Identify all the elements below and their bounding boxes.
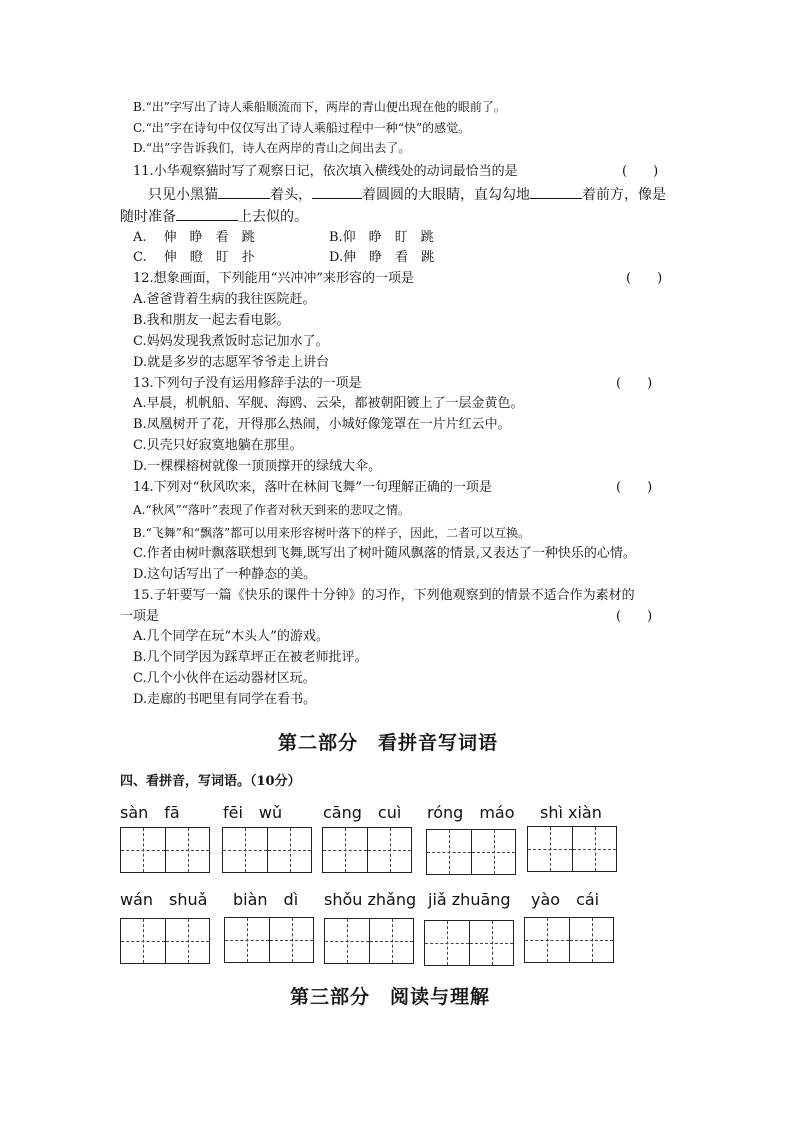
pinyin-label: sàn fā [120, 803, 180, 822]
q12-option-c: C.妈妈发现我煮饭时忘记加水了。 [133, 334, 329, 349]
q10-option-d: D.“出”字告诉我们，诗人在两岸的青山之间出去了。 [133, 141, 411, 155]
character-cell[interactable] [572, 827, 616, 871]
character-cell[interactable] [223, 828, 267, 872]
character-cell[interactable] [165, 919, 209, 963]
character-cell[interactable] [325, 919, 369, 963]
character-cell[interactable] [267, 828, 311, 872]
q13-answer-paren: ( ) [616, 376, 653, 391]
pinyin-label: jiǎ zhuāng [428, 890, 511, 909]
q13-option-c: C.贝壳只好寂寞地躺在那里。 [133, 438, 303, 453]
q14-answer-paren: ( ) [616, 480, 653, 495]
q14-stem: 14.下列对“秋风吹来，落叶在林间飞舞”一句理解正确的一项是 [133, 480, 492, 495]
pinyin-label: fēi wǔ [223, 803, 283, 822]
character-cell[interactable] [367, 828, 411, 872]
q13-option-b: B.凤凰树开了花，开得那么热闹，小城好像笼罩在一片片红云中。 [133, 417, 511, 432]
q15-answer-paren: ( ) [616, 609, 653, 624]
writing-grid[interactable] [120, 918, 210, 964]
q15-option-c: C.几个小伙伴在运动器材区玩。 [133, 671, 316, 686]
pinyin-label: yào cái [531, 890, 600, 909]
q11-option-b: B.仰 睁 盯 跳 [329, 230, 434, 245]
character-cell[interactable] [121, 828, 165, 872]
q11-passage-line-1: 只见小黑猫 着头， 着圆圆的大眼睛，直勾勾地 着前方，像是 [148, 187, 666, 203]
pinyin-label: shǒu zhǎng [324, 890, 417, 909]
character-cell[interactable] [569, 918, 613, 962]
q13-option-d: D.一棵棵榕树就像一顶顶撑开的绿绒大伞。 [133, 459, 382, 474]
q14-option-c: C.作者由树叶飘落联想到飞舞,既写出了树叶随风飘落的情景,又表达了一种快乐的心情。 [133, 546, 636, 561]
q15-stem-continued: 一项是 [120, 609, 160, 624]
q12-option-a: A.爸爸背着生病的我往医院赶。 [133, 292, 316, 307]
q11-option-a: A. 伸 睁 看 跳 [133, 230, 255, 245]
writing-grid[interactable] [120, 827, 210, 873]
pinyin-label: cāng cuì [323, 803, 402, 822]
character-cell[interactable] [269, 918, 313, 962]
q10-option-b: B.“出”字写出了诗人乘船顺流而下，两岸的青山便出现在他的眼前了。 [133, 100, 506, 114]
part-two-title: 第二部分 看拼音写词语 [278, 732, 499, 754]
fill-blank[interactable] [218, 187, 270, 199]
q11-option-c: C. 伸 瞪 盯 扑 [133, 250, 255, 265]
writing-grid[interactable] [224, 917, 314, 963]
character-cell[interactable] [427, 830, 471, 874]
section-four-heading: 四、看拼音，写词语。（10分） [120, 774, 301, 789]
q12-option-d: D.就是多岁的志愿军爷爷走上讲台 [133, 355, 330, 370]
character-cell[interactable] [469, 921, 513, 965]
q12-stem: 12.想象画面，下列能用“兴冲冲”来形容的一项是 [133, 271, 414, 286]
character-cell[interactable] [525, 918, 569, 962]
writing-grid[interactable] [527, 826, 617, 872]
q11-stem: 11.小华观察猫时写了观察日记，依次填入横线处的动词最恰当的是 [133, 164, 518, 179]
writing-grid[interactable] [424, 920, 514, 966]
character-cell[interactable] [425, 921, 469, 965]
q12-option-b: B.我和朋友一起去看电影。 [133, 313, 290, 328]
fill-blank[interactable] [312, 187, 362, 199]
q13-stem: 13.下列句子没有运用修辞手法的一项是 [133, 376, 362, 391]
character-cell[interactable] [471, 830, 515, 874]
pinyin-label: shì xiàn [540, 803, 602, 822]
character-cell[interactable] [225, 918, 269, 962]
character-cell[interactable] [528, 827, 572, 871]
pinyin-label: wán shuǎ [120, 890, 208, 909]
writing-grid[interactable] [222, 827, 312, 873]
q10-option-c: C.“出”字在诗句中仅仅写出了诗人乘船过程中一种“快”的感觉。 [133, 121, 471, 135]
character-cell[interactable] [165, 828, 209, 872]
writing-grid[interactable] [524, 917, 614, 963]
q12-answer-paren: ( ) [626, 271, 663, 286]
q15-stem: 15.子轩要写一篇《快乐的课件十分钟》的习作，下列他观察到的情景不适合作为素材的 [133, 588, 635, 603]
q14-option-d: D.这句话写出了一种静态的美。 [133, 567, 317, 582]
q15-option-d: D.走廊的书吧里有同学在看书。 [133, 692, 317, 707]
q13-option-a: A.早晨，机帆船、军舰、海鸥、云朵，都被朝阳镀上了一层金黄色。 [133, 396, 524, 411]
q15-option-b: B.几个同学因为踩草坪正在被老师批评。 [133, 650, 368, 665]
fill-blank[interactable] [176, 209, 238, 221]
q14-option-b: B.“飞舞”和“飘落”都可以用来形容树叶落下的样子，因此，二者可以互换。 [133, 526, 531, 540]
character-cell[interactable] [121, 919, 165, 963]
q15-option-a: A.几个同学在玩“木头人”的游戏。 [133, 629, 329, 644]
q11-answer-paren: ( ) [622, 164, 659, 179]
character-cell[interactable] [323, 828, 367, 872]
q11-option-d: D.伸 睁 看 跳 [329, 250, 435, 265]
writing-grid[interactable] [324, 918, 414, 964]
pinyin-label: biàn dì [233, 890, 299, 909]
fill-blank[interactable] [530, 187, 582, 199]
q14-option-a: A.“秋风”“落叶”表现了作者对秋天到来的悲叹之情。 [133, 503, 411, 517]
pinyin-label: róng máo [427, 803, 515, 822]
writing-grid[interactable] [426, 829, 516, 875]
writing-grid[interactable] [322, 827, 412, 873]
q11-passage-line-2: 随时准备 上去似的。 [120, 209, 308, 225]
part-three-title: 第三部分 阅读与理解 [290, 986, 491, 1008]
character-cell[interactable] [369, 919, 413, 963]
